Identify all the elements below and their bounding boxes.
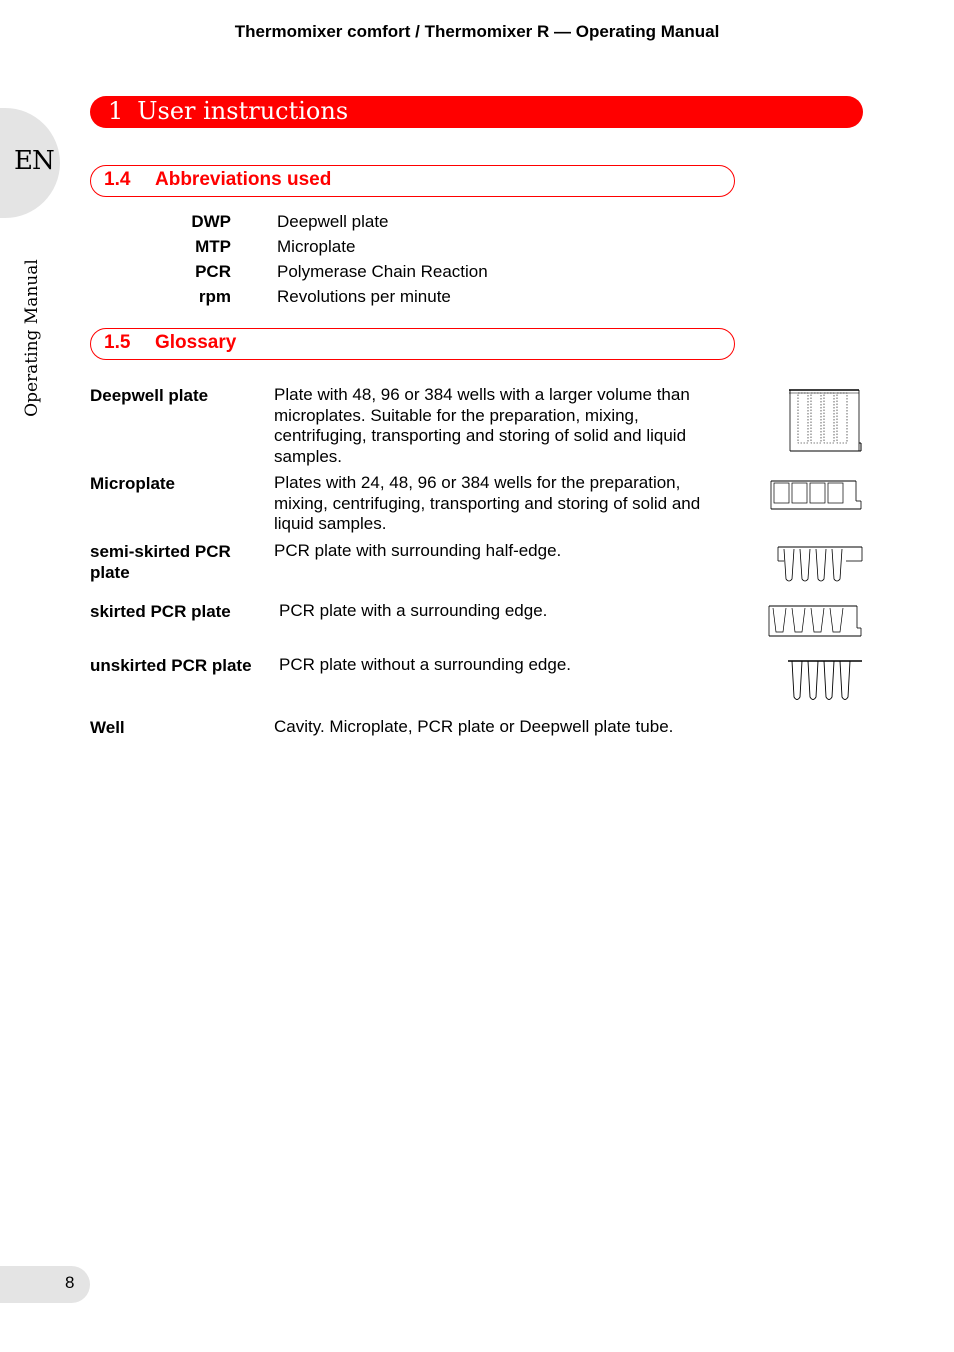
glossary-term: Deepwell plate xyxy=(90,386,209,405)
page-number: 8 xyxy=(65,1273,75,1292)
glossary-description: PCR plate with surrounding half-edge. xyxy=(274,541,562,560)
glossary-description: PCR plate with a surrounding edge. xyxy=(279,601,548,620)
section-heading-abbreviations xyxy=(90,165,735,197)
microplate-icon xyxy=(768,477,864,513)
glossary-description: PCR plate without a surrounding edge. xyxy=(279,655,572,674)
chapter-heading xyxy=(90,96,863,128)
glossary-term: Well xyxy=(90,718,125,737)
abbreviation: PCR xyxy=(195,262,231,281)
abbreviation-definition: Polymerase Chain Reaction xyxy=(277,262,488,281)
chapter-title: User instructions xyxy=(137,97,349,125)
abbreviation-definition: Revolutions per minute xyxy=(277,287,451,306)
language-label: EN xyxy=(14,146,54,176)
abbreviation: rpm xyxy=(198,287,231,306)
section-number: 1.5 xyxy=(104,332,131,353)
unskirted-pcr-plate-icon xyxy=(786,657,864,705)
glossary-term: Microplate xyxy=(90,474,176,493)
abbreviation: MTP xyxy=(195,237,231,256)
semi-skirted-pcr-plate-icon xyxy=(776,543,864,587)
glossary-term: skirted PCR plate xyxy=(90,602,231,621)
section-title: Abbreviations used xyxy=(155,169,332,190)
glossary-description: Plates with 24, 48, 96 or 384 wells for the preparation, mixing, centrifuging, transporting and storing of solid and liquid samples. xyxy=(274,473,701,533)
glossary-term: unskirted PCR plate xyxy=(90,656,252,675)
abbreviation: DWP xyxy=(191,212,231,231)
chapter-number: 1 xyxy=(108,97,124,125)
abbreviation-definition: Microplate xyxy=(277,237,356,256)
section-number: 1.4 xyxy=(104,169,131,190)
section-title: Glossary xyxy=(155,332,237,353)
skirted-pcr-plate-icon xyxy=(765,602,865,640)
abbreviation-definition: Deepwell plate xyxy=(277,212,389,231)
running-header: Thermomixer comfort / Thermomixer R — Operating Manual xyxy=(234,22,720,41)
side-title: Operating Manual xyxy=(22,259,42,417)
glossary-description: Plate with 48, 96 or 384 wells with a larger volume than microplates. Suitable for the preparation, mixing, centrifuging, transporting and storing of solid and liquid samples. xyxy=(274,385,690,466)
page-number-tab xyxy=(0,1266,90,1303)
glossary-term: semi-skirted PCR plate xyxy=(90,542,231,582)
glossary-description: Cavity. Microplate, PCR plate or Deepwell plate tube. xyxy=(274,717,674,736)
deepwell-plate-icon xyxy=(786,387,864,455)
section-heading-glossary xyxy=(90,328,735,360)
